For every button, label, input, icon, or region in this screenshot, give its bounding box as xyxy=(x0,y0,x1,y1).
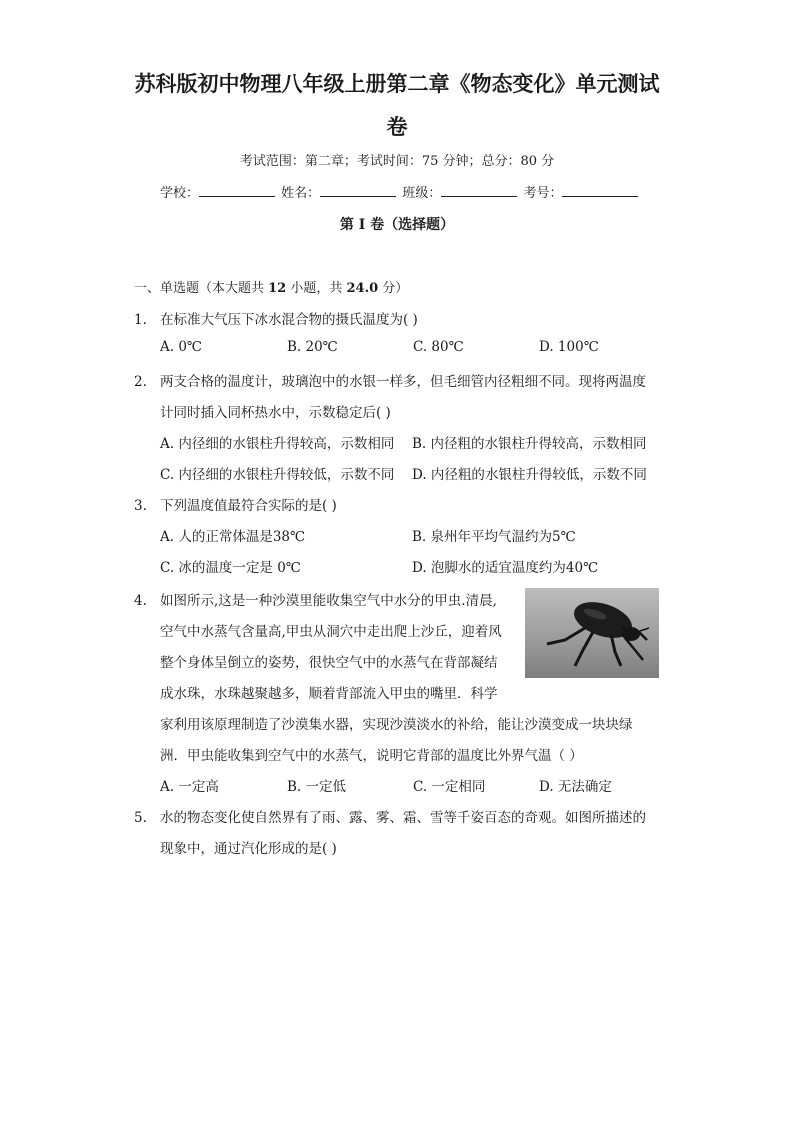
section-prefix: 一、单选题（本大题共 xyxy=(134,281,269,296)
question-2 xyxy=(134,370,646,390)
section-suffix: 分） xyxy=(378,281,409,296)
q4-option-c[interactable]: C. 一定相同 xyxy=(413,779,486,795)
section-mid: 小题，共 xyxy=(286,281,347,296)
question-number: 3. xyxy=(134,498,147,514)
q3-option-c[interactable]: C. 冰的温度一定是 0℃ xyxy=(160,560,301,576)
q2-option-d[interactable]: D. 内径粗的水银柱升得较低，示数不同 xyxy=(412,467,647,483)
question-stem-line: 水的物态变化使自然界有了雨、露、雾、霜、雪等千姿百态的奇观。如图所描述的 xyxy=(160,810,646,826)
q1-option-d[interactable]: D. 100℃ xyxy=(539,339,599,355)
q1-option-b[interactable]: B. 20℃ xyxy=(287,339,338,355)
q1-option-c[interactable]: C. 80℃ xyxy=(413,339,464,355)
question-stem-line: 整个身体呈倒立的姿势，很快空气中的水蒸气在背部凝结 xyxy=(160,655,498,671)
q4-option-a[interactable]: A. 一定高 xyxy=(160,779,219,795)
question-stem-line: 现象中，通过汽化形成的是( ) xyxy=(160,841,337,857)
q2-option-b[interactable]: B. 内径粗的水银柱升得较高，示数相同 xyxy=(412,436,647,452)
question-3 xyxy=(134,494,337,514)
q3-option-b[interactable]: B. 泉州年平均气温约为5℃ xyxy=(412,529,576,545)
question-stem-line: 洲．甲虫能收集到空气中的水蒸气，说明它背部的温度比外界气温（ ） xyxy=(160,748,583,764)
exam-number-label: 考号： xyxy=(523,186,563,201)
question-stem-line: 两支合格的温度计，玻璃泡中的水银一样多，但毛细管内径粗细不同。现将两温度 xyxy=(160,374,646,390)
question-stem-line: 计同时插入同杯热水中，示数稳定后( ) xyxy=(160,405,391,421)
exam-number-blank[interactable] xyxy=(562,184,638,197)
question-number: 5. xyxy=(134,810,147,826)
part-heading: 第 I 卷（选择题） xyxy=(339,217,455,233)
question-4 xyxy=(134,589,497,609)
exam-title-line-2: 卷 xyxy=(386,114,408,139)
section-heading xyxy=(134,277,408,296)
student-info-fields xyxy=(160,182,640,201)
q4-option-d[interactable]: D. 无法确定 xyxy=(539,779,612,795)
question-5 xyxy=(134,806,646,826)
school-blank[interactable] xyxy=(199,184,275,197)
section-count: 12 xyxy=(268,281,287,296)
beetle-illustration xyxy=(525,588,659,678)
question-stem-line: 在标准大气压下冰水混合物的摄氏温度为( ) xyxy=(160,312,418,328)
name-blank[interactable] xyxy=(320,184,396,197)
name-label: 姓名： xyxy=(281,186,321,201)
question-stem-line: 空气中水蒸气含量高,甲虫从洞穴中走出爬上沙丘，迎着风 xyxy=(160,624,502,640)
question-number: 2. xyxy=(134,374,147,390)
class-blank[interactable] xyxy=(441,184,517,197)
exam-meta: 考试范围：第二章；考试时间：75 分钟；总分：80 分 xyxy=(239,154,555,169)
q3-option-d[interactable]: D. 泡脚水的适宜温度约为40℃ xyxy=(412,560,599,576)
q2-option-a[interactable]: A. 内径细的水银柱升得较高，示数相同 xyxy=(160,436,395,452)
question-1 xyxy=(134,308,418,328)
class-label: 班级： xyxy=(402,186,442,201)
q1-option-a[interactable]: A. 0℃ xyxy=(160,339,203,355)
q2-option-c[interactable]: C. 内径细的水银柱升得较低，示数不同 xyxy=(160,467,395,483)
q4-option-b[interactable]: B. 一定低 xyxy=(287,779,347,795)
question-stem-line: 下列温度值最符合实际的是( ) xyxy=(160,498,337,514)
school-label: 学校： xyxy=(160,186,200,201)
beetle-photo xyxy=(525,588,659,678)
question-stem-line: 成水珠，水珠越聚越多，顺着背部流入甲虫的嘴里．科学 xyxy=(160,686,498,702)
question-number: 4. xyxy=(134,593,147,609)
q3-option-a[interactable]: A. 人的正常体温是38℃ xyxy=(160,529,306,545)
question-number: 1. xyxy=(134,312,147,328)
section-score: 24.0 xyxy=(346,281,379,296)
question-stem-line: 如图所示,这是一种沙漠里能收集空气中水分的甲虫.清晨, xyxy=(160,593,497,609)
question-stem-line: 家利用该原理制造了沙漠集水器，实现沙漠淡水的补给，能让沙漠变成一块块绿 xyxy=(160,717,633,733)
exam-title-line-1: 苏科版初中物理八年级上册第二章《物态变化》单元测试 xyxy=(134,71,660,96)
